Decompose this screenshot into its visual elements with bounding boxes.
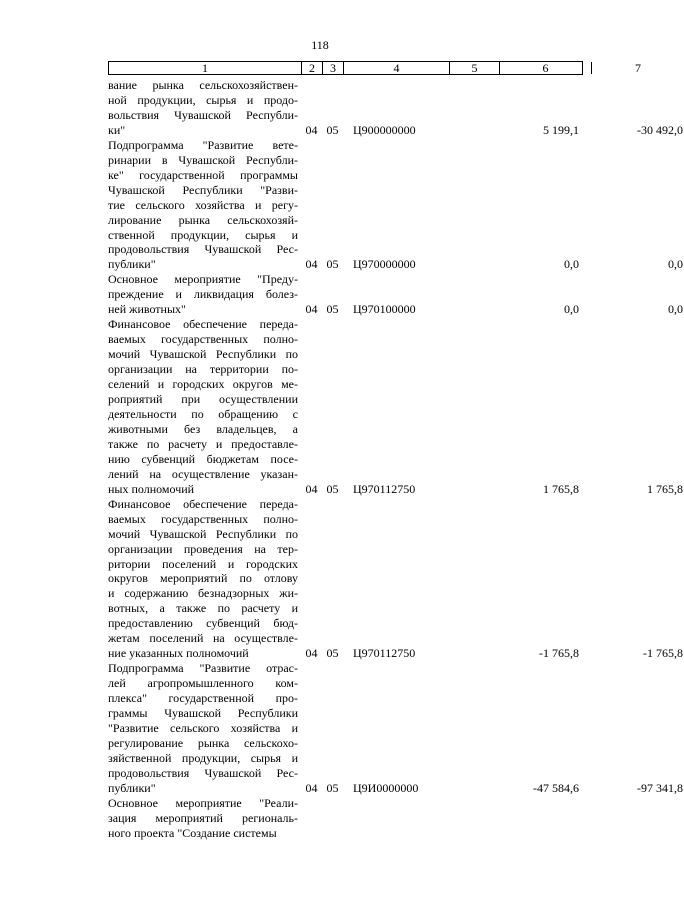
description-line: продовольствия Чувашской Рес- [108,765,298,780]
amount-column-7: 0,0 [668,302,683,317]
row-description [108,497,298,661]
description-line: лей агропромышленного ком- [108,676,298,691]
amount-column-6: 0,0 [564,257,579,272]
description-line: Подпрограмма "Развитие вете- [108,137,298,152]
subsection-code: 05 [326,302,339,317]
description-line: округов мероприятий по отлову [108,571,298,586]
subsection-code: 05 [326,481,339,496]
amount-column-7: -1 765,8 [643,646,683,661]
amount-column-6: 1 765,8 [543,481,579,496]
description-line: тие сельского хозяйства и регу- [108,197,298,212]
description-line: организации проведения на тер- [108,541,298,556]
description-line: селений и городских округов ме- [108,377,298,392]
amount-column-6: 5 199,1 [543,122,579,137]
description-line: вотных, а также по расчету и [108,601,298,616]
description-line: преждение и ликвидация болез- [108,287,298,302]
description-line: зяйственной продукции, сырья и [108,750,298,765]
description-line: ке" государственной программы [108,167,298,182]
table-row [108,272,683,317]
description-line: ваемых государственных полно- [108,511,298,526]
column-header-7: 7 [635,61,641,75]
description-line: мочий Чувашской Республики по [108,347,298,362]
description-line: ринарии в Чувашской Республи- [108,152,298,167]
row-description [108,661,298,796]
amount-column-7: 0,0 [668,257,683,272]
amount-column-7: -97 341,8 [637,780,683,795]
section-code: 04 [305,646,318,661]
page-number: 118 [311,38,329,52]
description-line: ной продукции, сырья и продо- [108,92,298,107]
column-header-6: 6 [500,62,592,74]
target-article-code: Ц970112750 [353,646,416,661]
description-line: публики" [108,257,156,272]
description-line: ней животных" [108,302,186,317]
row-description [108,272,298,317]
description-line: организации на территории по- [108,362,298,377]
target-article-code: Ц970100000 [353,302,416,317]
section-code: 04 [305,481,318,496]
description-line: ственной продукции, сырья и [108,227,298,242]
amount-column-6: 0,0 [564,302,579,317]
description-line: животными без владельцев, а [108,421,298,436]
description-line: Чувашской Республики "Разви- [108,182,298,197]
column-header-3: 3 [323,62,344,74]
subsection-code: 05 [326,780,339,795]
table-row [108,137,683,273]
target-article-code: Ц9И0000000 [353,780,419,795]
table-row [108,796,583,841]
amount-column-7: 1 765,8 [647,481,683,496]
amount-column-6: -47 584,6 [533,780,579,795]
section-code: 04 [305,257,318,272]
row-description [108,138,298,273]
description-line: жетам поселений на осуществле- [108,631,298,646]
amount-column-7: -30 492,0 [637,122,683,137]
description-line: Финансовое обеспечение переда- [108,317,298,332]
description-line: вание рынка сельскохозяйствен- [108,78,298,92]
description-line: вольствия Чувашской Республи- [108,107,298,122]
description-line: лений на осуществление указан- [108,466,298,481]
description-line: ного проекта "Создание системы [108,825,277,840]
description-line: ритории поселений и городских [108,556,298,571]
description-line: роприятий при осуществлении [108,392,298,407]
target-article-code: Ц970112750 [353,481,416,496]
section-code: 04 [305,780,318,795]
section-code: 04 [305,122,318,137]
description-line: также по расчету и предоставле- [108,436,298,451]
description-line: и содержанию безнадзорных жи- [108,586,298,601]
table-row [108,78,683,138]
row-description [108,78,298,138]
description-line: деятельности по обращению с [108,406,298,421]
description-line: регулирование рынка сельскохо- [108,735,298,750]
column-header-2: 2 [302,62,323,74]
table-row [108,496,683,661]
column-header-5: 5 [450,62,500,74]
description-line: ваемых государственных полно- [108,332,298,347]
column-header-1: 1 [109,62,302,74]
amount-column-6: -1 765,8 [539,646,579,661]
description-line: Финансовое обеспечение переда- [108,496,298,511]
subsection-code: 05 [326,122,339,137]
table-row [108,661,683,796]
description-line: лирование рынка сельскохозяй- [108,212,298,227]
table-body [108,78,683,841]
description-line: публики" [108,780,156,795]
target-article-code: Ц970000000 [353,257,416,272]
description-line: предоставлению субвенций бюд- [108,616,298,631]
row-description [108,796,298,841]
description-line: мочий Чувашской Республики по [108,526,298,541]
column-header-4: 4 [344,62,450,74]
description-line: ние указанных полномочий [108,646,249,661]
description-line: плекса" государственной про- [108,691,298,706]
description-line: продовольствия Чувашской Рес- [108,242,298,257]
section-code: 04 [305,302,318,317]
target-article-code: Ц900000000 [353,122,416,137]
subsection-code: 05 [326,646,339,661]
description-line: граммы Чувашской Республики [108,706,298,721]
description-line: нию субвенций бюджетам посе- [108,451,298,466]
row-description [108,317,298,496]
description-line: зация мероприятий региональ- [108,810,298,825]
description-line: ки" [108,122,126,137]
description-line: Подпрограмма "Развитие отрас- [108,661,298,676]
description-line: ных полномочий [108,481,195,496]
subsection-code: 05 [326,257,339,272]
description-line: Основное мероприятие "Преду- [108,272,298,287]
description-line: Основное мероприятие "Реали- [108,795,298,810]
table-row [108,317,683,496]
table-header [108,61,641,75]
description-line: "Развитие сельского хозяйства и [108,720,298,735]
